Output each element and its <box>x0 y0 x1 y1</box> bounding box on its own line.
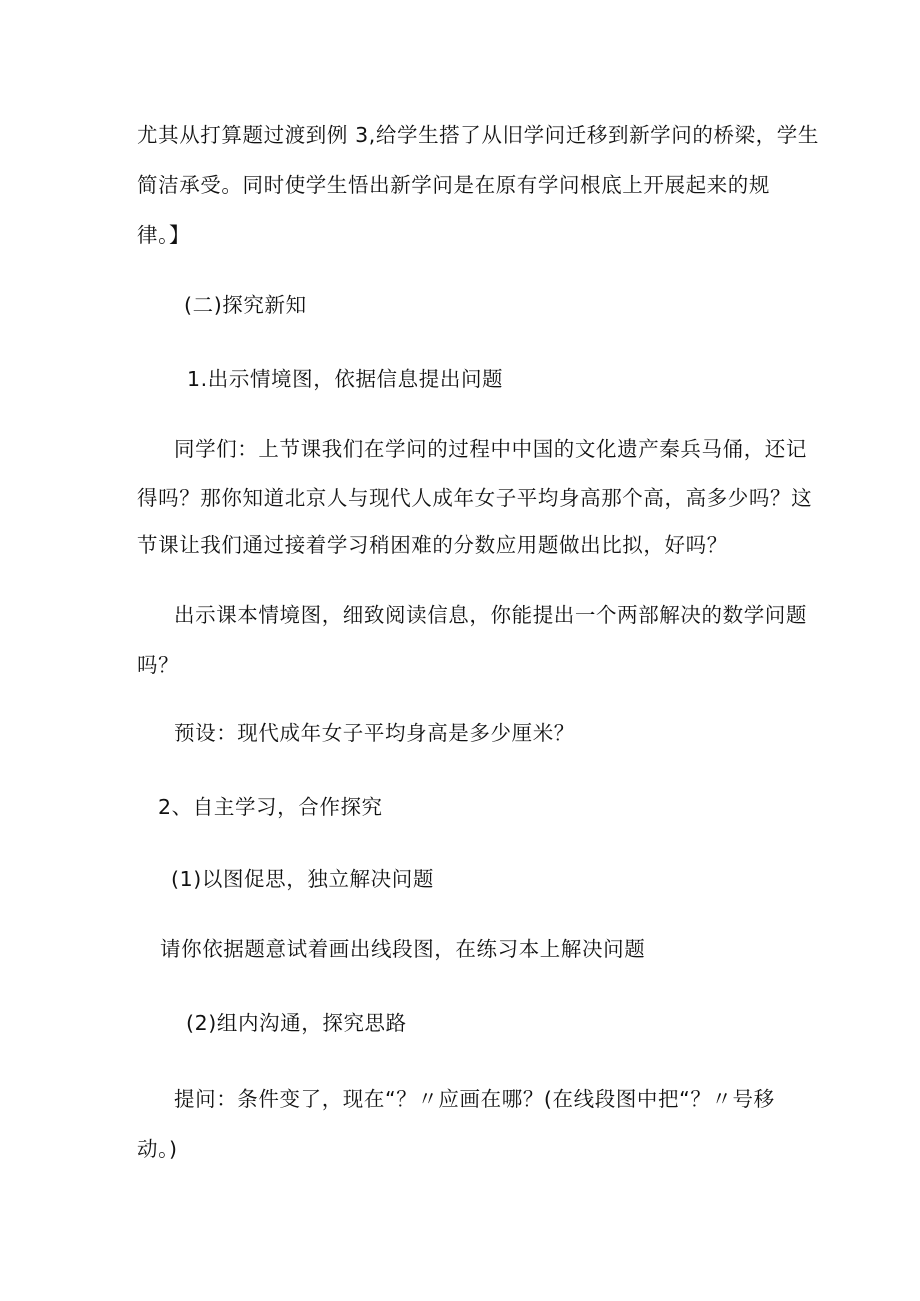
subsection-heading: 1.出示情境图，依据信息提出问题 <box>187 367 504 391</box>
paragraph-text-line: 节课让我们通过接着学习稍困难的分数应用题做出比拟，好吗？ <box>137 533 728 557</box>
paragraph-text-line: 律。】 <box>137 223 191 247</box>
paragraph-text-line: 请你依据题意试着画出线段图，在练习本上解决问题 <box>160 937 646 961</box>
step-heading: (2)组内沟通，探究思路 <box>186 1011 407 1035</box>
subsection-heading: 2、自主学习，合作探究 <box>158 795 383 819</box>
paragraph-text-line: 动。) <box>137 1137 178 1161</box>
paragraph-text-line: 同学们：上节课我们在学问的过程中中国的文化遗产秦兵马俑，还记 <box>174 437 807 461</box>
paragraph-text-line: 得吗？那你知道北京人与现代人成年女子平均身高那个高，高多少吗？这 <box>137 486 813 510</box>
paragraph-text-line: 预设：现代成年女子平均身高是多少厘米？ <box>174 721 575 745</box>
paragraph-text-line: 尤其从打算题过渡到例 3,给学生搭了从旧学问迁移到新学问的桥梁，学生 <box>137 123 819 147</box>
paragraph-text-line: 简洁承受。同时使学生悟出新学问是在原有学问根底上开展起来的规 <box>137 173 770 197</box>
step-heading: (1)以图促思，独立解决问题 <box>171 867 434 891</box>
paragraph-text-line: 吗？ <box>137 653 180 677</box>
paragraph-text-line: 出示课本情境图，细致阅读信息，你能提出一个两部解决的数学问题 <box>174 603 807 627</box>
paragraph-text-line: 提问：条件变了，现在“？〃应画在哪？(在线段图中把“？〃号移 <box>174 1087 775 1111</box>
section-heading: (二)探究新知 <box>184 293 307 317</box>
